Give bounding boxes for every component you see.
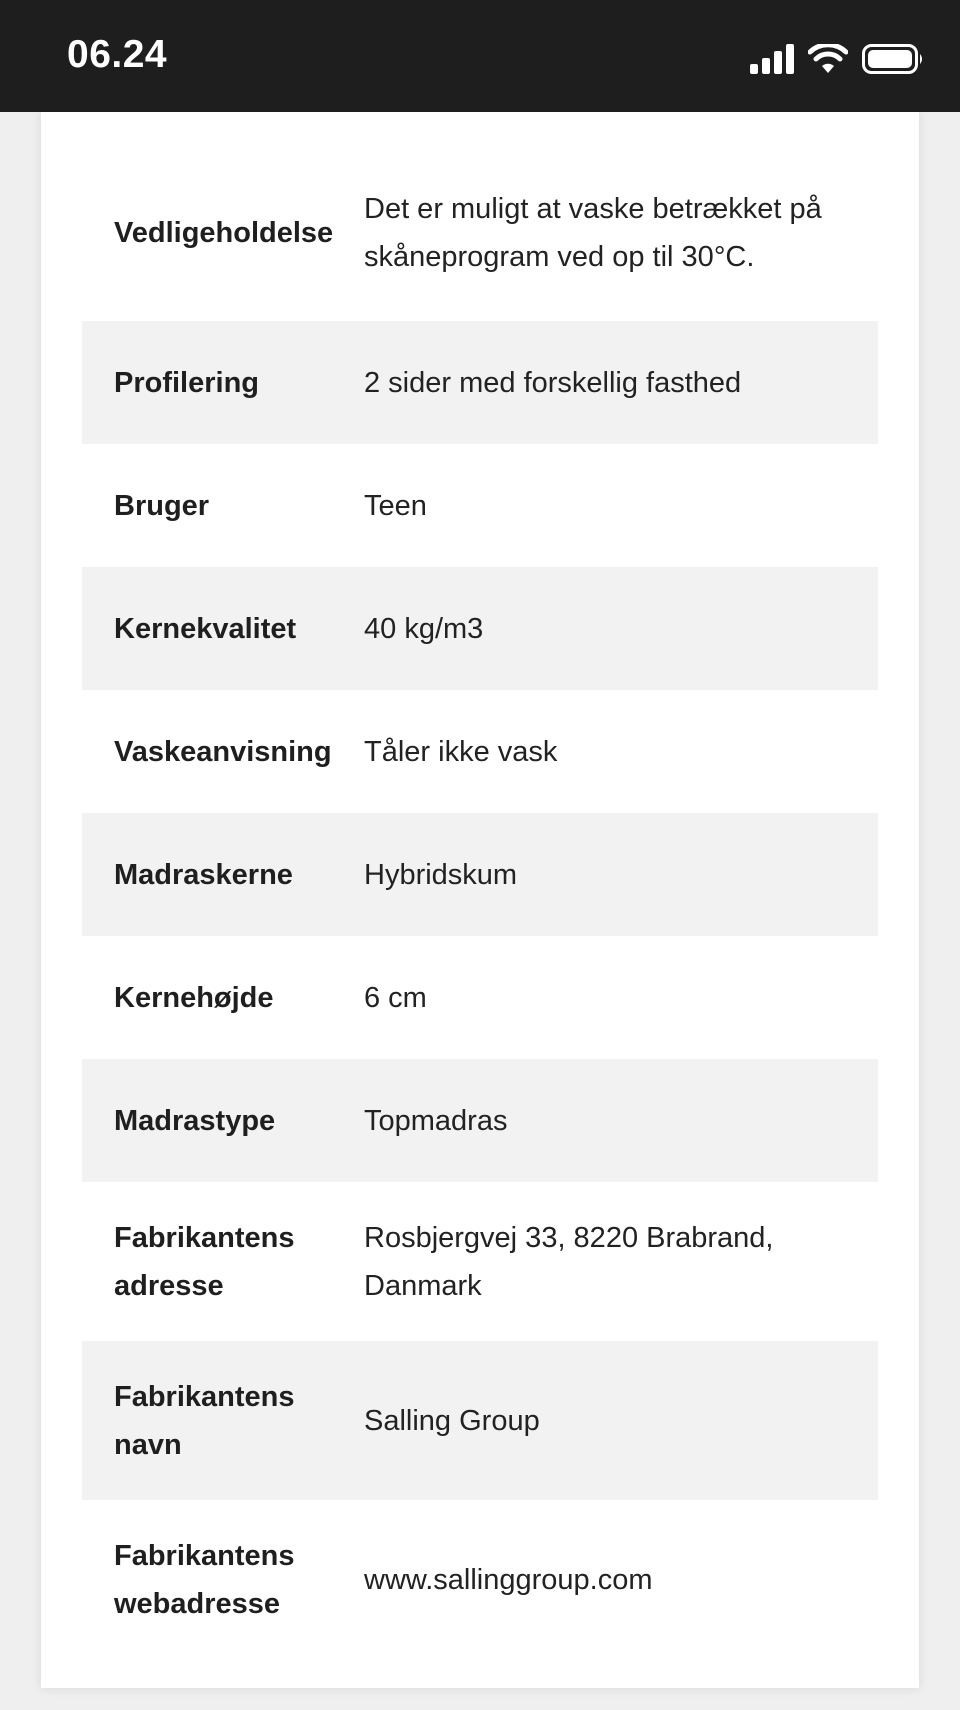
spec-value: Det er muligt at vaske betrækket på skåneprogram ved op til 30°C. <box>364 192 822 273</box>
cellular-signal-icon <box>750 44 794 74</box>
spec-label: Fabrikantens navn <box>114 1380 295 1461</box>
spec-label: Fabrikantens webadresse <box>114 1539 295 1620</box>
spec-row-fabrikantens-adresse <box>82 1182 878 1341</box>
spec-value: 2 sider med forskellig fasthed <box>364 366 742 399</box>
status-time: 06.24 <box>67 33 168 76</box>
spec-row-fabrikantens-webadresse <box>82 1500 878 1659</box>
spec-label: Kernehøjde <box>114 981 274 1014</box>
spec-label: Madrastype <box>114 1104 276 1137</box>
spec-value: www.sallinggroup.com <box>364 1563 653 1596</box>
spec-label: Fabrikantens adresse <box>114 1221 295 1302</box>
product-specs-card <box>41 112 919 1688</box>
spec-value: Teen <box>364 489 427 522</box>
spec-value: Salling Group <box>364 1404 540 1437</box>
spec-label: Vaskeanvisning <box>114 735 332 768</box>
battery-icon <box>862 44 924 74</box>
spec-row-vaskeanvisning <box>82 690 878 813</box>
spec-value: Hybridskum <box>364 858 518 891</box>
spec-row-vedligeholdelse <box>82 112 878 321</box>
spec-row-madrastype <box>82 1059 878 1182</box>
spec-label: Bruger <box>114 489 210 522</box>
spec-value: 40 kg/m3 <box>364 612 484 645</box>
spec-row-madraskerne <box>82 813 878 936</box>
status-icons <box>750 42 924 76</box>
spec-row-bruger <box>82 444 878 567</box>
spec-value: Topmadras <box>364 1104 508 1137</box>
spec-row-kernehojde <box>82 936 878 1059</box>
spec-label: Profilering <box>114 366 260 399</box>
spec-table <box>82 112 878 1659</box>
spec-value: Rosbjergvej 33, 8220 Brabrand, Danmark <box>364 1221 774 1302</box>
spec-value: 6 cm <box>364 981 427 1014</box>
spec-row-kernekvalitet <box>82 567 878 690</box>
status-bar <box>0 0 960 112</box>
spec-label: Madraskerne <box>114 858 293 891</box>
spec-label: Vedligeholdelse <box>114 216 334 249</box>
spec-value: Tåler ikke vask <box>364 735 558 768</box>
spec-row-fabrikantens-navn <box>82 1341 878 1500</box>
wifi-icon <box>808 44 848 74</box>
spec-row-profilering <box>82 321 878 444</box>
spec-label: Kernekvalitet <box>114 612 297 645</box>
